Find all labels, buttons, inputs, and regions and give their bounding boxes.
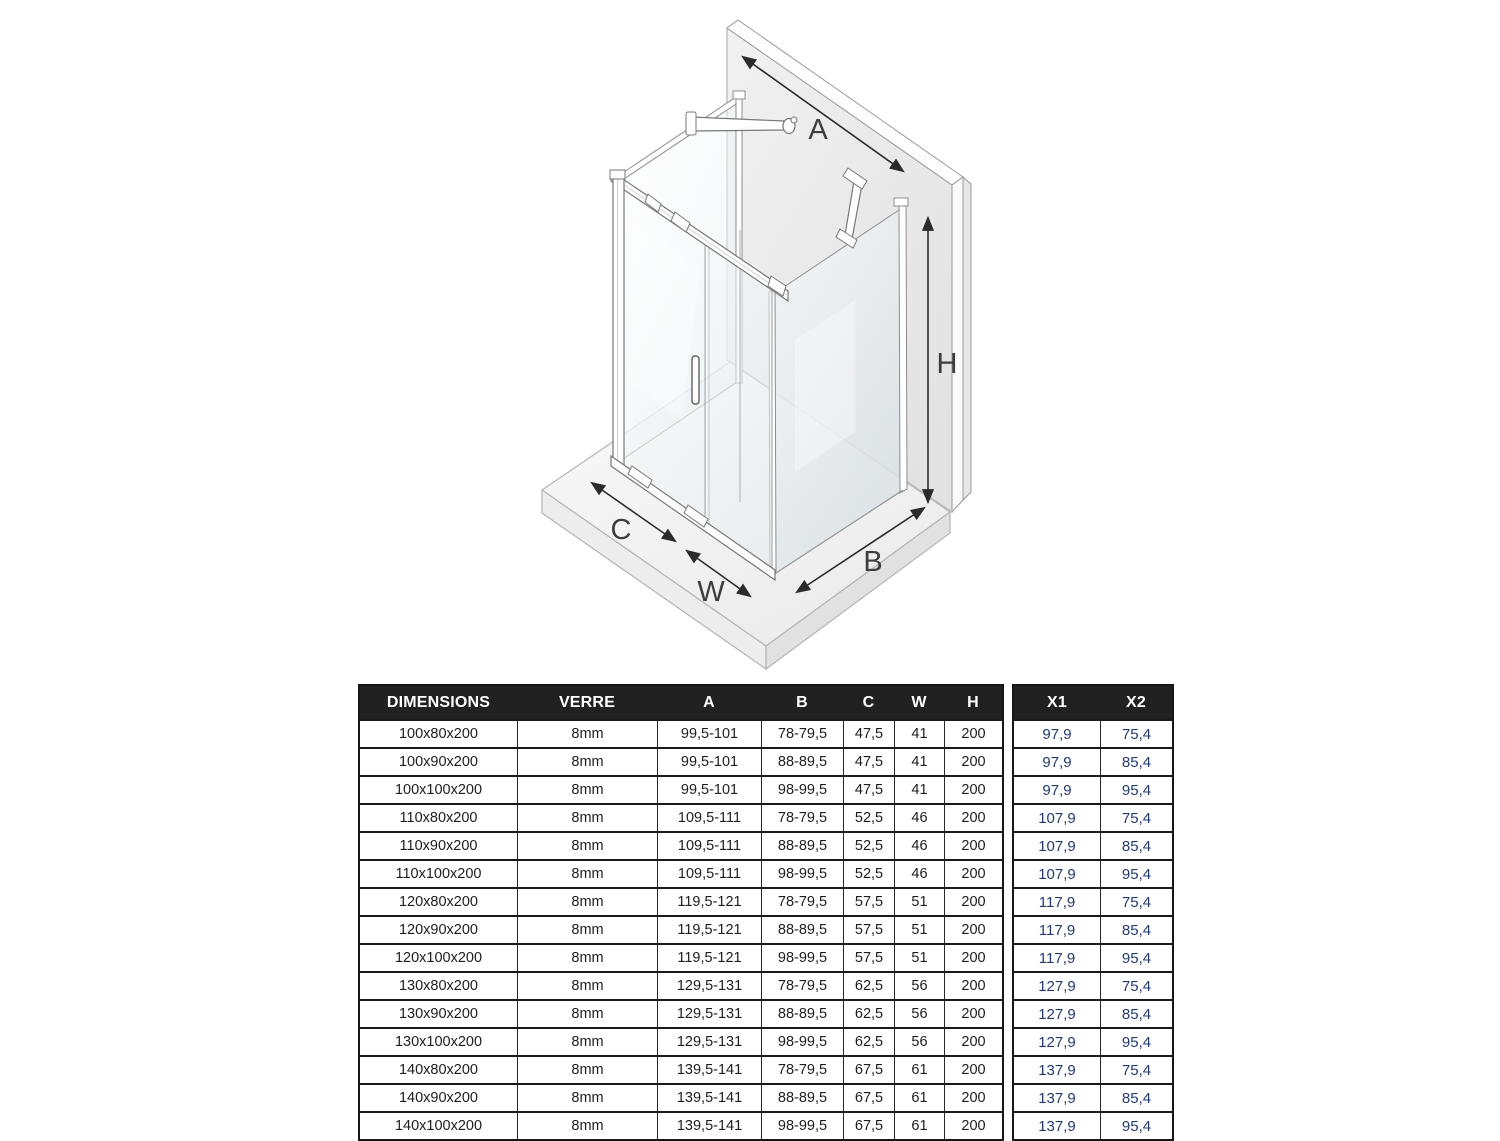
table-cell: 127,9 xyxy=(1038,1033,1076,1051)
table-cell: 129,5-131 xyxy=(657,1001,761,1027)
table-cell: 88-89,5 xyxy=(761,749,843,775)
table-row xyxy=(360,1055,1002,1083)
table-cell: 52,5 xyxy=(843,861,894,887)
label-B: B xyxy=(863,546,883,578)
table-cell: 99,5-101 xyxy=(657,749,761,775)
table-cell: 110x80x200 xyxy=(399,810,478,826)
table-row xyxy=(360,775,1002,803)
table-cell: 47,5 xyxy=(843,721,894,747)
table-cell: 75,4 xyxy=(1100,721,1172,747)
table-cell: 127,9 xyxy=(1038,977,1076,995)
table-cell: 75,4 xyxy=(1100,1057,1172,1083)
table-row xyxy=(360,887,1002,915)
column-header: X1 xyxy=(1047,693,1067,711)
table-cell: 8mm xyxy=(517,721,657,747)
table-row xyxy=(1014,887,1172,915)
table-cell: 52,5 xyxy=(843,833,894,859)
table-cell: 56 xyxy=(894,1001,944,1027)
table-cell: 95,4 xyxy=(1100,777,1172,803)
table-cell: 200 xyxy=(944,945,1002,971)
table-row xyxy=(360,971,1002,999)
table-cell: 57,5 xyxy=(843,917,894,943)
table-cell: 62,5 xyxy=(843,1029,894,1055)
table-cell: 88-89,5 xyxy=(761,1085,843,1111)
table-row xyxy=(360,831,1002,859)
table-row xyxy=(360,1083,1002,1111)
table-cell: 119,5-121 xyxy=(657,917,761,943)
table-cell: 98-99,5 xyxy=(761,1029,843,1055)
table-row xyxy=(360,859,1002,887)
table-row xyxy=(360,719,1002,747)
table-cell: 139,5-141 xyxy=(657,1113,761,1139)
table-cell: 51 xyxy=(894,945,944,971)
table-cell: 88-89,5 xyxy=(761,1001,843,1027)
table-cell: 110x90x200 xyxy=(399,838,478,854)
column-header: B xyxy=(796,693,808,711)
table-cell: 137,9 xyxy=(1038,1117,1076,1135)
table-cell: 47,5 xyxy=(843,777,894,803)
table-cell: 137,9 xyxy=(1038,1089,1076,1107)
table-cell: 57,5 xyxy=(843,889,894,915)
table-cell: 88-89,5 xyxy=(761,833,843,859)
table-cell: 107,9 xyxy=(1038,809,1076,827)
column-header: C xyxy=(862,693,875,711)
column-header: H xyxy=(967,693,979,711)
table-cell: 75,4 xyxy=(1100,889,1172,915)
table-cell: 139,5-141 xyxy=(657,1085,761,1111)
table-cell: 8mm xyxy=(517,749,657,775)
table-cell: 47,5 xyxy=(843,749,894,775)
table-cell: 61 xyxy=(894,1085,944,1111)
label-W: W xyxy=(697,576,725,608)
table-cell: 120x80x200 xyxy=(398,894,478,910)
dimensions-table-header xyxy=(360,686,1002,719)
door-handle xyxy=(692,356,699,404)
table-cell: 200 xyxy=(944,749,1002,775)
table-cell: 61 xyxy=(894,1057,944,1083)
table-cell: 78-79,5 xyxy=(761,721,843,747)
table-cell: 109,5-111 xyxy=(657,833,761,859)
table-cell: 85,4 xyxy=(1100,917,1172,943)
table-row xyxy=(360,1111,1002,1139)
table-cell: 8mm xyxy=(517,1085,657,1111)
table-cell: 75,4 xyxy=(1100,973,1172,999)
table-cell: 8mm xyxy=(517,833,657,859)
table-cell: 140x80x200 xyxy=(398,1062,478,1078)
table-cell: 98-99,5 xyxy=(761,861,843,887)
table-cell: 117,9 xyxy=(1038,949,1076,967)
label-A: A xyxy=(808,114,828,146)
table-cell: 137,9 xyxy=(1038,1061,1076,1079)
table-row xyxy=(360,999,1002,1027)
table-cell: 57,5 xyxy=(843,945,894,971)
table-row xyxy=(1014,859,1172,887)
table-cell: 95,4 xyxy=(1100,945,1172,971)
table-cell: 100x80x200 xyxy=(398,726,478,742)
x-table-body xyxy=(1014,719,1172,1139)
table-cell: 200 xyxy=(944,973,1002,999)
table-cell: 200 xyxy=(944,1085,1002,1111)
table-cell: 129,5-131 xyxy=(657,973,761,999)
table-cell: 85,4 xyxy=(1100,1001,1172,1027)
table-row xyxy=(360,1027,1002,1055)
table-cell: 97,9 xyxy=(1042,781,1072,799)
table-cell: 120x100x200 xyxy=(394,950,483,966)
table-cell: 200 xyxy=(944,1001,1002,1027)
table-cell: 200 xyxy=(944,721,1002,747)
table-cell: 130x90x200 xyxy=(398,1006,478,1022)
table-cell: 46 xyxy=(894,861,944,887)
table-cell: 85,4 xyxy=(1100,749,1172,775)
table-cell: 109,5-111 xyxy=(657,805,761,831)
table-row xyxy=(1014,1027,1172,1055)
table-cell: 56 xyxy=(894,973,944,999)
table-cell: 8mm xyxy=(517,889,657,915)
table-cell: 97,9 xyxy=(1042,725,1072,743)
table-cell: 200 xyxy=(944,777,1002,803)
table-cell: 78-79,5 xyxy=(761,1057,843,1083)
table-cell: 200 xyxy=(944,805,1002,831)
table-row xyxy=(360,747,1002,775)
table-cell: 8mm xyxy=(517,945,657,971)
column-header: A xyxy=(703,693,715,711)
dimensions-table-body xyxy=(360,719,1002,1139)
table-cell: 67,5 xyxy=(843,1057,894,1083)
table-cell: 41 xyxy=(894,777,944,803)
table-cell: 200 xyxy=(944,1113,1002,1139)
table-cell: 52,5 xyxy=(843,805,894,831)
table-cell: 119,5-121 xyxy=(657,945,761,971)
table-cell: 62,5 xyxy=(843,973,894,999)
table-cell: 41 xyxy=(894,721,944,747)
column-header: X2 xyxy=(1126,693,1146,711)
table-cell: 200 xyxy=(944,917,1002,943)
table-cell: 109,5-111 xyxy=(657,861,761,887)
table-row xyxy=(360,803,1002,831)
table-cell: 127,9 xyxy=(1038,1005,1076,1023)
table-cell: 117,9 xyxy=(1038,893,1076,911)
table-cell: 85,4 xyxy=(1100,833,1172,859)
table-cell: 95,4 xyxy=(1100,861,1172,887)
table-cell: 51 xyxy=(894,917,944,943)
table-cell: 8mm xyxy=(517,973,657,999)
table-row xyxy=(1014,915,1172,943)
table-cell: 100x100x200 xyxy=(394,782,483,798)
table-cell: 130x80x200 xyxy=(398,978,478,994)
table-cell: 75,4 xyxy=(1100,805,1172,831)
x-table-header xyxy=(1014,686,1172,719)
table-cell: 8mm xyxy=(517,805,657,831)
table-cell: 78-79,5 xyxy=(761,889,843,915)
table-cell: 8mm xyxy=(517,1057,657,1083)
table-cell: 78-79,5 xyxy=(761,805,843,831)
label-C: C xyxy=(610,514,632,546)
table-row xyxy=(1014,971,1172,999)
table-cell: 99,5-101 xyxy=(657,721,761,747)
table-cell: 8mm xyxy=(517,1113,657,1139)
table-cell: 200 xyxy=(944,1057,1002,1083)
table-cell: 107,9 xyxy=(1038,865,1076,883)
table-row xyxy=(360,915,1002,943)
table-cell: 41 xyxy=(894,749,944,775)
table-row xyxy=(1014,943,1172,971)
table-cell: 99,5-101 xyxy=(657,777,761,803)
table-cell: 67,5 xyxy=(843,1113,894,1139)
table-cell: 62,5 xyxy=(843,1001,894,1027)
table-cell: 8mm xyxy=(517,777,657,803)
table-cell: 8mm xyxy=(517,861,657,887)
dimensions-table xyxy=(358,684,1004,1141)
label-H: H xyxy=(936,348,958,380)
table-cell: 46 xyxy=(894,833,944,859)
table-cell: 98-99,5 xyxy=(761,777,843,803)
table-cell: 107,9 xyxy=(1038,837,1076,855)
table-cell: 140x100x200 xyxy=(394,1118,483,1134)
table-cell: 200 xyxy=(944,889,1002,915)
table-cell: 98-99,5 xyxy=(761,1113,843,1139)
table-cell: 200 xyxy=(944,1029,1002,1055)
table-cell: 88-89,5 xyxy=(761,917,843,943)
table-cell: 120x90x200 xyxy=(398,922,478,938)
table-cell: 110x100x200 xyxy=(395,866,482,882)
column-header: W xyxy=(911,693,927,711)
table-cell: 100x90x200 xyxy=(398,754,478,770)
table-row xyxy=(1014,1083,1172,1111)
table-cell: 51 xyxy=(894,889,944,915)
table-row xyxy=(1014,999,1172,1027)
table-cell: 78-79,5 xyxy=(761,973,843,999)
table-row xyxy=(360,943,1002,971)
table-cell: 8mm xyxy=(517,917,657,943)
table-cell: 85,4 xyxy=(1100,1085,1172,1111)
table-cell: 140x90x200 xyxy=(398,1090,478,1106)
table-cell: 130x100x200 xyxy=(394,1034,483,1050)
table-cell: 200 xyxy=(944,861,1002,887)
table-cell: 8mm xyxy=(517,1029,657,1055)
x-values-table xyxy=(1012,684,1174,1141)
table-cell: 139,5-141 xyxy=(657,1057,761,1083)
table-row xyxy=(1014,1055,1172,1083)
table-cell: 8mm xyxy=(517,1001,657,1027)
table-cell: 95,4 xyxy=(1100,1029,1172,1055)
table-cell: 200 xyxy=(944,833,1002,859)
table-row xyxy=(1014,719,1172,747)
table-row xyxy=(1014,747,1172,775)
table-row xyxy=(1014,803,1172,831)
table-cell: 56 xyxy=(894,1029,944,1055)
column-header: DIMENSIONS xyxy=(386,693,491,711)
table-cell: 61 xyxy=(894,1113,944,1139)
table-row xyxy=(1014,775,1172,803)
table-cell: 95,4 xyxy=(1100,1113,1172,1139)
column-header: VERRE xyxy=(558,693,616,711)
table-cell: 119,5-121 xyxy=(657,889,761,915)
table-cell: 46 xyxy=(894,805,944,831)
table-row xyxy=(1014,1111,1172,1139)
table-cell: 98-99,5 xyxy=(761,945,843,971)
table-cell: 97,9 xyxy=(1042,753,1072,771)
table-cell: 129,5-131 xyxy=(657,1029,761,1055)
table-cell: 117,9 xyxy=(1038,921,1076,939)
table-row xyxy=(1014,831,1172,859)
table-cell: 67,5 xyxy=(843,1085,894,1111)
